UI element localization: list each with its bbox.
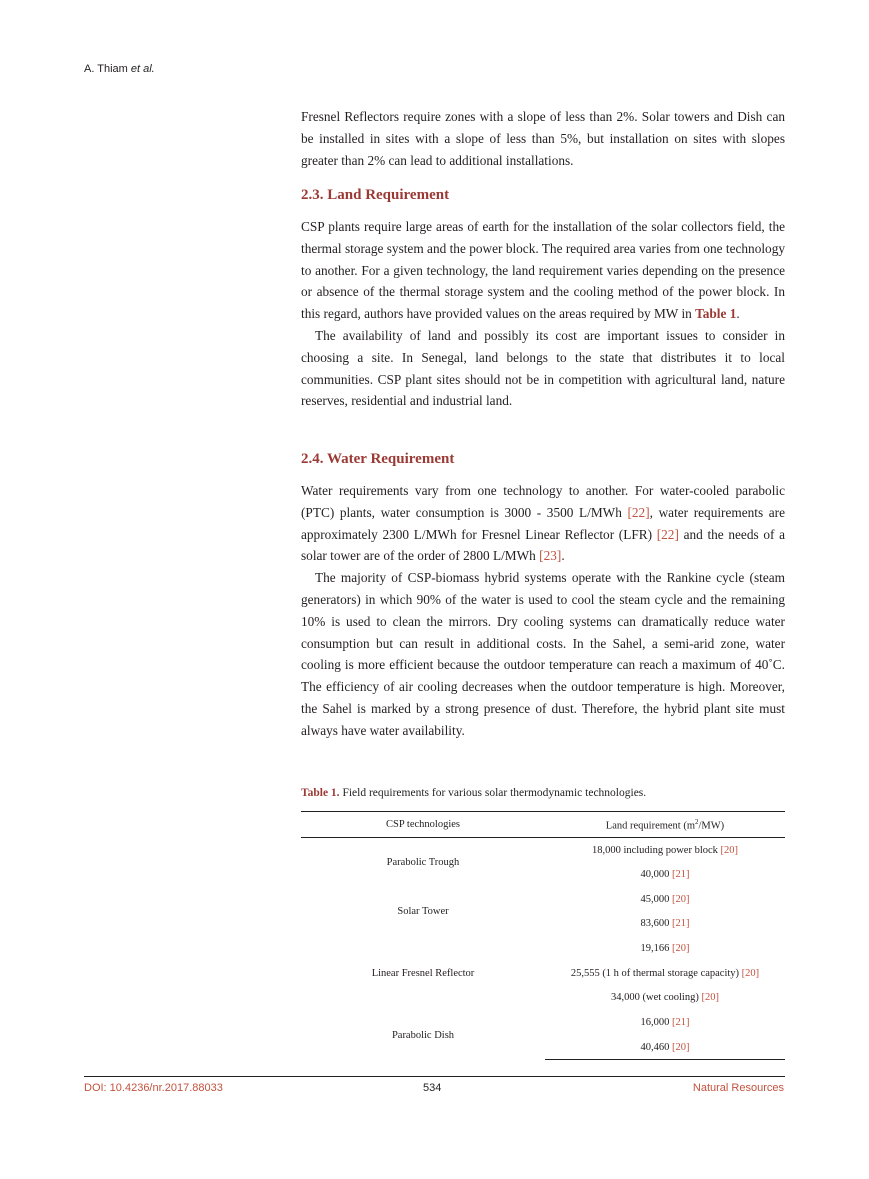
ref-link[interactable]: [21] [672,869,690,881]
running-head [84,63,155,75]
value-text: 16,000 [640,1017,670,1029]
table-1-link[interactable]: Table 1 [695,306,737,322]
section-2-4-p1-d: . [561,548,565,564]
footer-journal-link[interactable]: Natural Resources [692,1082,784,1094]
paragraph-top: Fresnel Reflectors require zones with a slope of less than 2%. Solar towers and Dish can be installed in sites with a slope of less than 5%, but installation on sites with slopes greater than 2% can lead to additional installations. [301,109,785,168]
ref-link[interactable]: [20] [672,893,690,905]
footer-doi-link[interactable]: DOI: 10.4236/nr.2017.88033 [84,1082,223,1094]
value-cell [545,986,785,1011]
ref-22-link[interactable]: [22] [656,526,679,542]
value-text: 19,166 [640,943,670,955]
table-row [301,1010,785,1035]
column-header-land-requirement [545,812,785,838]
section-2-3-p1-end: . [736,306,740,322]
value-cell [545,1035,785,1060]
column-header-technology: CSP technologies [301,812,545,838]
section-2-4-paragraph-1 [301,480,785,567]
column-header-land-sup: 2 [695,817,699,826]
section-2-4-heading: 2.4. Water Requirement [301,451,455,467]
table-row [301,887,785,912]
tech-cell: Parabolic Trough [386,856,460,868]
value-cell [545,1010,785,1035]
section-2-4-paragraph-2: The majority of CSP-biomass hybrid systems operate with the Rankine cycle (steam generators) in which 90% of the water is used to cool the steam cycle and the remaining 10% is used to clean the mirrors. Dry cooling systems can dramatically reduce water consumption but can result in additional costs. In the Sahel, a semi-arid zone, water cooling is more efficient because the outdoor temperature can reach a maximum of 40˚C. The efficiency of air cooling decreases when the outdoor temperature is high. Moreover, the Sahel is marked by a strong presence of dust. Therefore, the hybrid plant site must always have water availability. [301,570,785,738]
table-row [301,838,785,863]
value-text: 83,600 [640,918,670,930]
tech-cell: Solar Tower [397,906,449,918]
section-2-3-heading: 2.3. Land Requirement [301,187,450,203]
value-cell [545,912,785,937]
section-2-4-body [301,480,785,742]
table-header-row [301,812,785,838]
section-2-3-paragraph-1 [301,216,785,325]
ref-link[interactable]: [20] [672,1041,690,1053]
column-header-land-suffix: /MW) [698,820,725,832]
value-cell [545,862,785,887]
value-text: 34,000 (wet cooling) [611,992,699,1004]
ref-22-link[interactable]: [22] [627,504,650,520]
table-caption-text: Field requirements for various solar thermodynamic technologies. [339,787,647,799]
value-text: 25,555 (1 h of thermal storage capacity) [570,967,740,979]
tech-cell: Linear Fresnel Reflector [371,967,475,979]
footer-divider [84,1076,785,1077]
section-2-3-paragraph-2: The availability of land and possibly its cost are important issues to consider in choosing a site. In Senegal, land belongs to the state that distributes it to local communities. CSP plant sites should not be in competition with agricultural land, nature reserves, residential and industrial land. [301,327,785,409]
value-cell [545,887,785,912]
ref-link[interactable]: [21] [672,918,690,930]
section-2-3 [301,185,785,205]
section-2-3-p1-text: CSP plants require large areas of earth for the installation of the solar collectors field, the thermal storage system and the power block. The required area varies from one technology to another. For a given technology, the land requirement varies depending on the presence or absence of the thermal storage system and the cooling method of the power block. In this regard, authors have provided values on the areas required by MW in [301,219,785,322]
value-text: 40,000 [640,869,670,881]
value-cell [545,936,785,961]
ref-link[interactable]: [20] [701,992,719,1004]
section-2-4 [301,449,785,469]
tech-cell: Parabolic Dish [391,1029,455,1041]
ref-link[interactable]: [20] [741,967,760,979]
value-cell [545,961,785,986]
ref-link[interactable]: [20] [672,943,690,955]
section-2-3-body [301,216,785,412]
value-cell [545,838,785,863]
running-head-et-al: et al. [130,63,155,75]
table-caption [301,785,785,801]
ref-link[interactable]: [21] [672,1017,690,1029]
value-text: 18,000 including power block [591,844,718,856]
ref-link[interactable]: [20] [720,844,739,856]
section-2-4-p1-b: , water requirements are approximately 2300 L/MWh for Fresnel Linear Reflector (LFR) [301,504,785,542]
table-row [301,936,785,961]
footer-page-number: 534 [423,1082,442,1094]
table-caption-label: Table 1. [301,787,340,799]
paragraph-top-block [301,106,785,171]
ref-23-link[interactable]: [23] [539,548,562,564]
running-head-author: A. Thiam [84,63,128,75]
land-requirement-table [301,811,785,1060]
column-header-land-prefix: Land requirement (m [605,820,696,832]
section-2-4-p1-c: and the needs of a solar tower are of the order of 2800 L/MWh [301,526,785,564]
value-text: 45,000 [640,893,670,905]
section-2-4-p1-a: Water requirements vary from one technology to another. For water-cooled parabolic (PTC) plants, water consumption is 3000 - 3500 L/MWh [301,483,785,520]
value-text: 40,460 [640,1041,670,1053]
